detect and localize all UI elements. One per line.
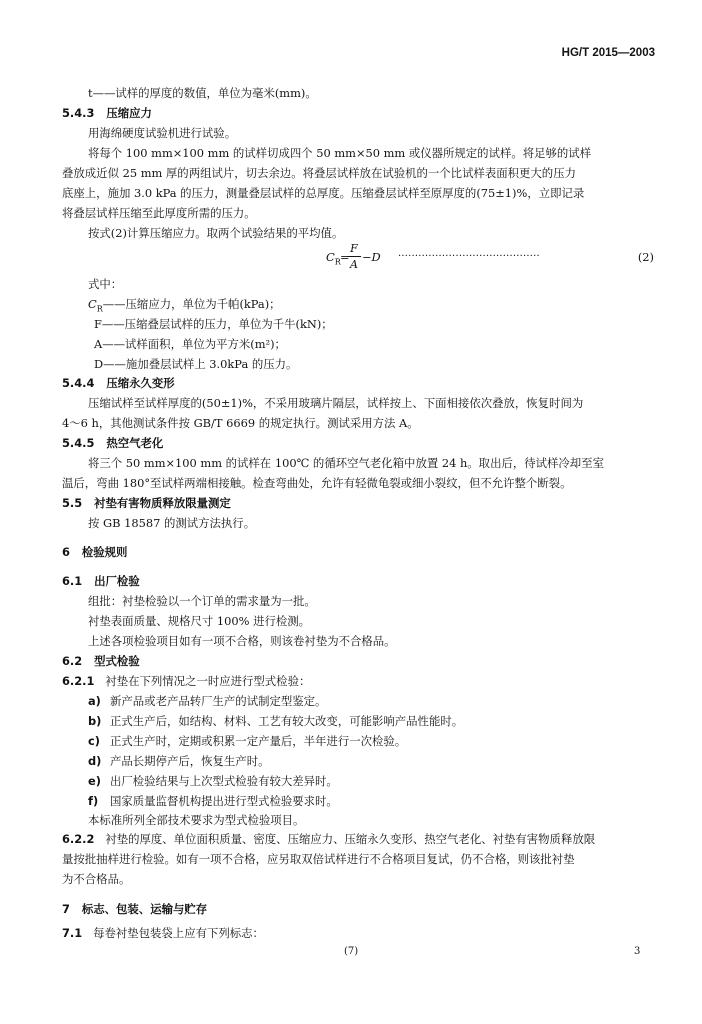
section-title: 热空气老化 xyxy=(106,436,164,450)
paragraph: 组批：衬垫检验以一个订单的需求量为一批。 xyxy=(88,594,316,608)
fraction-f-over-a xyxy=(347,242,361,271)
paragraph-line: 将叠层试样压缩至此厚度所需的压力。 xyxy=(62,206,256,220)
section-title: 压缩永久变形 xyxy=(106,376,175,390)
paragraph-line: 将每个 100 mm×100 mm 的试样切成四个 50 mm×50 mm 或仪器所规定的试样。将足够的试样 xyxy=(88,146,592,160)
list-item: a) 新产品或老产品转厂生产的试制定型鉴定。 xyxy=(88,694,327,708)
definition-f: F——压缩叠层试样的压力，单位为千牛(kN)； xyxy=(94,317,333,331)
equation-lhs: $C_R$ xyxy=(326,250,341,267)
section-title: 出厂检验 xyxy=(94,574,140,588)
section-6-1-heading xyxy=(62,574,140,588)
section-number: 7.1 xyxy=(62,926,83,940)
definition-a: A——试样面积，单位为平方米(m²)； xyxy=(94,337,286,351)
section-number: 5.4.3 xyxy=(62,106,95,120)
section-6-2-2 xyxy=(62,832,595,846)
section-number: 6.2.2 xyxy=(62,832,95,846)
paragraph: 上述各项检验项目如有一项不合格，则该卷衬垫为不合格品。 xyxy=(88,634,396,648)
chapter-title: 检验规则 xyxy=(81,545,128,559)
paragraph: 按 GB 18587 的测试方法执行。 xyxy=(88,516,256,530)
footer-center-mark: (7) xyxy=(344,946,359,957)
section-7-1 xyxy=(62,926,264,940)
paragraph-line: 量按批抽样进行检验。如有一项不合格，应另取双倍试样进行不合格项目复试，仍不合格，则该批衬垫 xyxy=(62,852,575,866)
page-number: 3 xyxy=(634,946,641,957)
paragraph-line: 底座上，施加 3.0 kPa 的压力，测量叠层试样的总厚度。压缩叠层试样至原厚度的(75±1)%，立即记录 xyxy=(62,186,585,200)
list-item: e) 出厂检验结果与上次型式检验有较大差异时。 xyxy=(88,774,338,788)
chapter-number: 7 xyxy=(62,902,70,916)
where-label: 式中： xyxy=(88,277,123,291)
section-5-4-3-heading xyxy=(62,106,152,120)
fraction-bar xyxy=(347,256,361,257)
leader-dots: ·········································· xyxy=(398,251,540,262)
paragraph-line: 为不合格品。 xyxy=(62,872,131,886)
paragraph: 用海绵硬度试验机进行试验。 xyxy=(88,126,237,140)
standard-number: HG/T 2015—2003 xyxy=(561,47,655,59)
section-6-2-1 xyxy=(62,674,310,688)
equation-2 xyxy=(326,244,654,274)
section-number: 6.2.1 xyxy=(62,674,95,688)
section-number: 5.4.5 xyxy=(62,436,95,450)
section-6-2-heading xyxy=(62,654,140,668)
section-5-5-heading xyxy=(62,496,231,510)
paragraph: 本标准所列全部技术要求为型式检验项目。 xyxy=(88,813,305,827)
section-title: 型式检验 xyxy=(94,654,140,668)
section-text: 衬垫在下列情况之一时应进行型式检验： xyxy=(105,674,311,688)
chapter-7-heading xyxy=(62,902,207,916)
equation-rhs: −D xyxy=(362,250,381,264)
section-title: 衬垫有害物质释放限量测定 xyxy=(94,496,231,510)
paragraph-line: 将三个 50 mm×100 mm 的试样在 100℃ 的循环空气老化箱中放置 24 h。取出后，待试样冷却至室 xyxy=(88,456,604,470)
section-text: 每卷衬垫包装袋上应有下列标志： xyxy=(93,926,264,940)
list-item: c) 正式生产时，定期或积累一定产量后，半年进行一次检验。 xyxy=(88,734,407,748)
section-number: 5.4.4 xyxy=(62,376,95,390)
definition-cr: $C_R——$压缩应力，单位为千帕(kPa)； xyxy=(88,297,281,314)
section-title: 压缩应力 xyxy=(106,106,152,120)
section-number: 6.2 xyxy=(62,654,83,668)
section-number: 5.5 xyxy=(62,496,83,510)
denominator: A xyxy=(350,258,358,271)
chapter-6-heading xyxy=(62,545,127,559)
section-number: 6.1 xyxy=(62,574,83,588)
paragraph-line: 叠放成近似 25 mm 厚的两组试片，切去余边。将叠层试样放在试验机的一个比试样表面积更大的压力 xyxy=(62,166,576,180)
list-item: d) 产品长期停产后，恢复生产时。 xyxy=(88,754,270,768)
section-text: 衬垫的厚度、单位面积质量、密度、压缩应力、压缩永久变形、热空气老化、衬垫有害物质释放限 xyxy=(105,832,596,846)
chapter-number: 6 xyxy=(62,545,70,559)
equals-sign: = xyxy=(340,250,350,264)
paragraph-line: 温后，弯曲 180°至试样两端相接触。检查弯曲处，允许有轻微龟裂或细小裂纹，但不允许整个断裂。 xyxy=(62,476,572,490)
section-5-4-5-heading xyxy=(62,436,163,450)
paragraph-line: 4～6 h，其他测试条件按 GB/T 6669 的规定执行。测试采用方法 A。 xyxy=(62,416,419,430)
list-item: f) 国家质量监督机构提出进行型式检验要求时。 xyxy=(88,794,338,808)
paragraph: 衬垫表面质量、规格尺寸 100% 进行检测。 xyxy=(88,614,311,628)
section-5-4-4-heading xyxy=(62,376,175,390)
t-definition: t——试样的厚度的数值，单位为毫米(mm)。 xyxy=(88,86,317,100)
chapter-title: 标志、包装、运输与贮存 xyxy=(81,902,208,916)
equation-number: (2) xyxy=(637,250,654,264)
list-item: b) 正式生产后，如结构、材料、工艺有较大改变，可能影响产品性能时。 xyxy=(88,714,464,728)
paragraph: 按式(2)计算压缩应力。取两个试验结果的平均值。 xyxy=(88,226,344,240)
definition-d: D——施加叠层试样上 3.0kPa 的压力。 xyxy=(94,357,298,371)
numerator: F xyxy=(350,242,358,255)
paragraph-line: 压缩试样至试样厚度的(50±1)%，不采用玻璃片隔层，试样按上、下面相接依次叠放，恢复时间为 xyxy=(88,396,584,410)
